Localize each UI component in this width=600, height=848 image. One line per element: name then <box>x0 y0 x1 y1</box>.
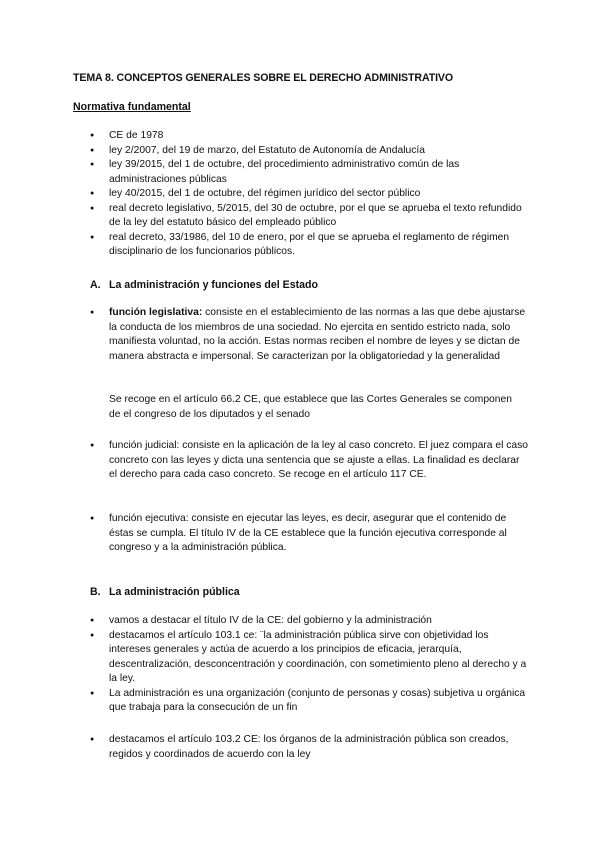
list-item: ● La administración es una organización (conjunto de personas y cosas) subjetiva u orgánica que trabaja para la consecución de un fin <box>90 687 530 716</box>
list-item: ● ley 40/2015, del 1 de octubre, del régimen jurídico del sector público <box>90 187 530 202</box>
normativa-heading: Normativa fundamental <box>73 101 191 113</box>
funcion-ejecutiva-paragraph: función ejecutiva: consiste en ejecutar las leyes, es decir, asegurar que el contenido de éstas se cumpla. El título IV de la CE establece que la función ejecutiva corresponde al congreso y a la administración pública. <box>109 513 507 553</box>
list-item: ● real decreto, 33/1986, del 10 de enero, por el que se aprueba el reglamento de régimen disciplinario de los funcionarios públicos. <box>90 231 530 260</box>
funcion-judicial-paragraph: función judicial: consiste en la aplicación de la ley al caso concreto. El juez compara el caso concreto con las leyes y dicta una sentencia que se ajuste a ellas. La finalidad es declarar el derecho para cada caso concreto. Se recoge en el artículo 117 CE. <box>109 440 528 480</box>
list-item: ● destacamos el artículo 103.1 ce: ¨la administración pública sirve con objetividad los intereses generales y actúa de acuerdo a los principios de eficacia, jerarquía, descentralización, desconcentración y coordinación, con sometimiento pleno al derecho y a la ley. <box>90 629 530 687</box>
normativa-list <box>90 129 530 260</box>
section-a-title: La administración y funciones del Estado <box>109 279 318 291</box>
document-title: TEMA 8. CONCEPTOS GENERALES SOBRE EL DERECHO ADMINISTRATIVO <box>73 72 454 84</box>
bullet-icon: ● <box>90 736 95 743</box>
bullet-icon: ● <box>90 442 95 449</box>
section-b-letter: B. <box>90 586 101 598</box>
bullet-icon: ● <box>90 515 95 522</box>
section-b-title: La administración pública <box>109 586 240 598</box>
articulo-103-2-paragraph: destacamos el artículo 103.2 CE: los órganos de la administración pública son creados, regidos y coordinados de acuerdo con la ley <box>109 734 509 760</box>
list-item: ● ley 2/2007, del 19 de marzo, del Estatuto de Autonomía de Andalucía <box>90 144 530 159</box>
list-item: ● real decreto legislativo, 5/2015, del 30 de octubre, por el que se aprueba el texto refundido de la ley del estatuto básico del empleado público <box>90 202 530 231</box>
list-item: ● ley 39/2015, del 1 de octubre, del procedimiento administrativo común de las administraciones públicas <box>90 158 530 187</box>
list-item: ● CE de 1978 <box>90 129 530 144</box>
funcion-legislativa-text: consiste en el establecimiento de las normas a las que debe ajustarse la conducta de los miembros de una sociedad. No ejercita en sentido estricto nada, solo manifiesta voluntad, no la acción. Estas normas reciben el nombre de leyes y se dictan de manera abstracta e impersonal. Se caracterizan por la obligatoriedad y la generalidad <box>109 307 526 362</box>
funcion-legislativa-label: función legislativa: <box>109 307 203 318</box>
bullet-icon: ● <box>90 309 95 316</box>
articulo-66-note: Se recoge en el artículo 66.2 CE, que establece que las Cortes Generales se componen de el congreso de los diputados y el senado <box>109 394 512 420</box>
list-item: ● vamos a destacar el título IV de la CE: del gobierno y la administración <box>90 614 530 629</box>
section-a-letter: A. <box>90 279 101 291</box>
funcion-legislativa-paragraph <box>109 306 529 364</box>
section-b-list <box>90 614 530 716</box>
